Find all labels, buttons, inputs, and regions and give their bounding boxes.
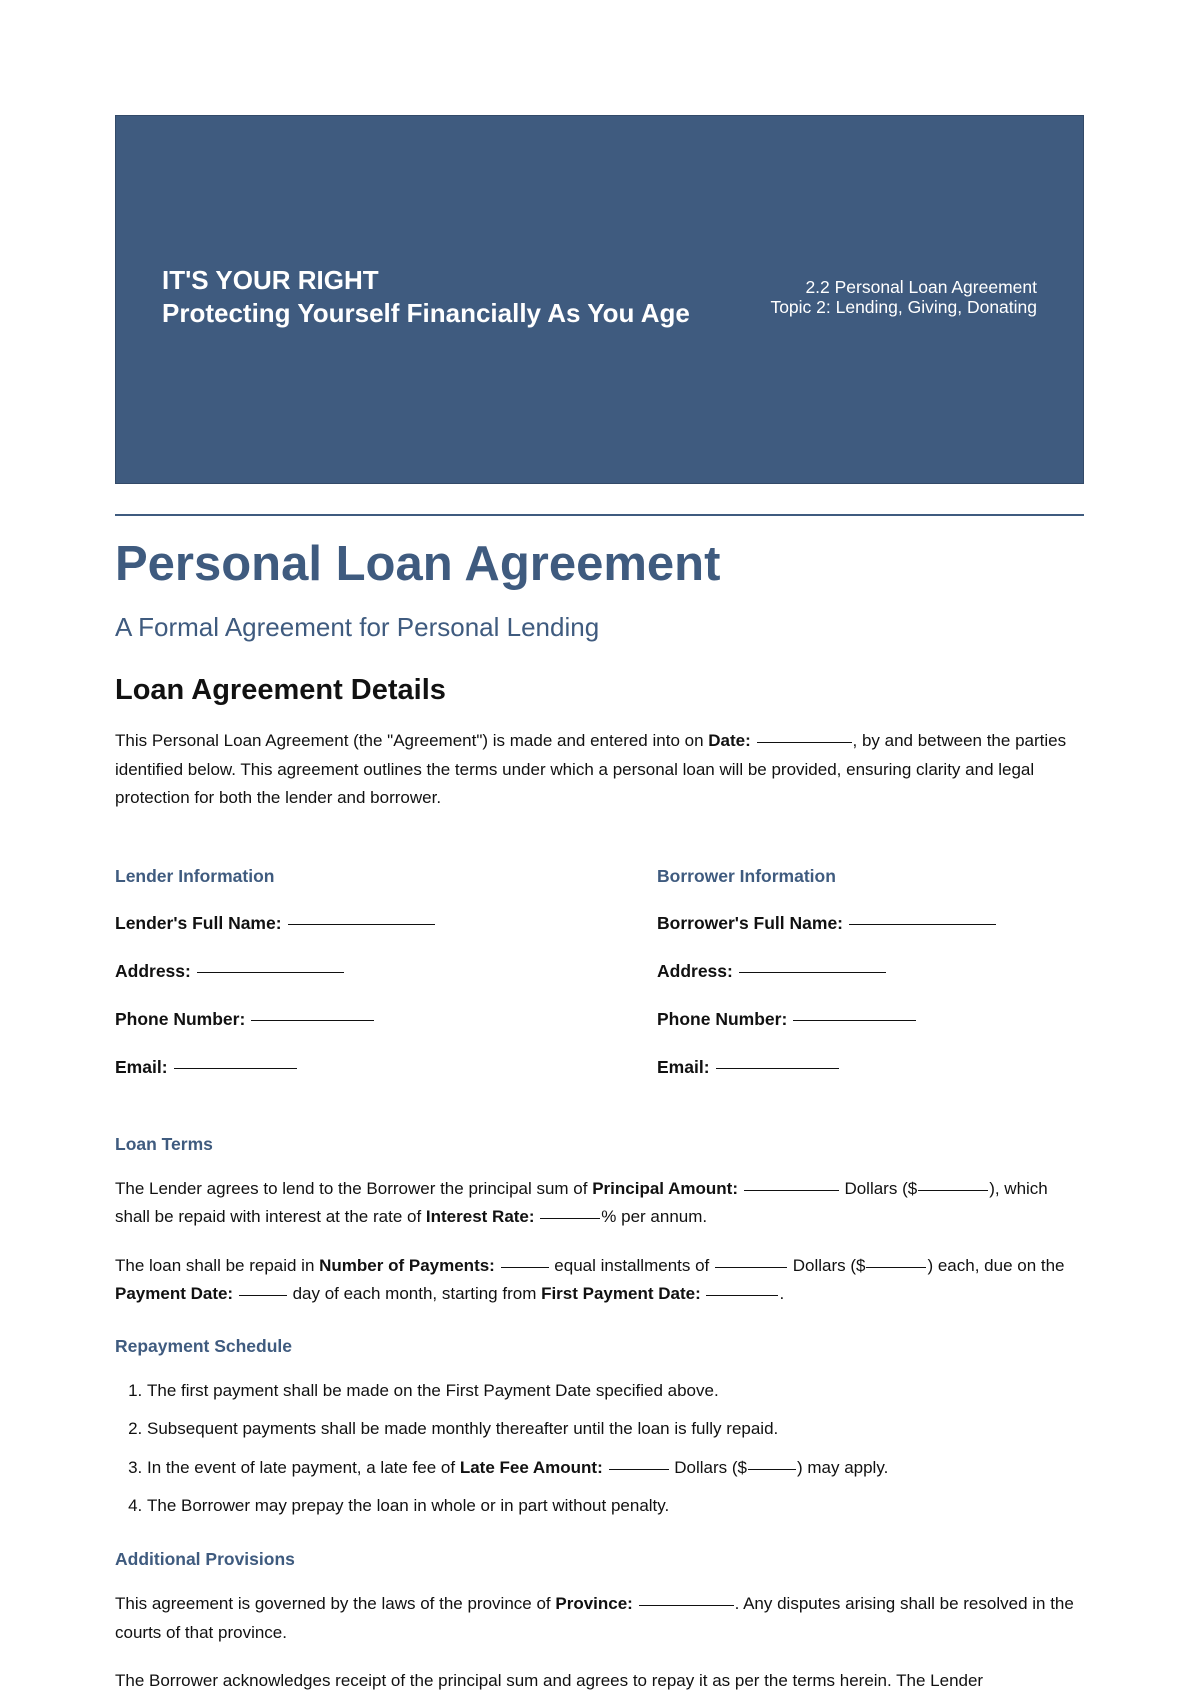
lender-email-blank[interactable] (174, 1068, 297, 1069)
interest-rate-label: Interest Rate: (425, 1207, 535, 1226)
banner-title: IT'S YOUR RIGHT (162, 264, 379, 295)
date-blank[interactable] (757, 742, 852, 743)
lender-heading: Lender Information (115, 865, 275, 886)
banner-section-ref: 2.2 Personal Loan Agreement (805, 276, 1037, 297)
intro-paragraph: This Personal Loan Agreement (the "Agreement") is made and entered into on Date: , by and between the parties identified below. This agreement outlines the terms under which a personal loan will be provided, ensuring clarity and legal protection for both the lender and borrower. (115, 731, 1067, 807)
borrower-address-field: Address: (657, 960, 1084, 982)
loan-terms-heading: Loan Terms (115, 1133, 213, 1154)
borrower-name-blank[interactable] (849, 924, 996, 925)
provisions-section (115, 1548, 1084, 1696)
document-page (115, 115, 1084, 1696)
section-heading-details: Loan Agreement Details (115, 674, 446, 706)
lender-phone-field: Phone Number: (115, 1008, 657, 1030)
list-item: 4. The Borrower may prepay the loan in whole or in part without penalty. (147, 1494, 1084, 1518)
installment-words-blank[interactable] (715, 1267, 787, 1268)
list-item: 1. The first payment shall be made on the First Payment Date specified above. (147, 1379, 1084, 1403)
first-payment-date-blank[interactable] (706, 1295, 778, 1296)
lender-email-field: Email: (115, 1056, 657, 1078)
principal-words-blank[interactable] (744, 1190, 839, 1191)
province-label: Province: (555, 1594, 633, 1613)
late-fee-amount-blank[interactable] (748, 1469, 796, 1470)
late-fee-label: Late Fee Amount: (459, 1457, 603, 1477)
loan-terms-paragraph-1: The Lender agrees to lend to the Borrower the principal sum of Principal Amount: Dollars ($ ), which shall be repaid with interest at the rate of Interest Rate: % per annum. (115, 1178, 1048, 1226)
borrower-phone-field: Phone Number: (657, 1008, 1084, 1030)
borrower-email-field: Email: (657, 1056, 1084, 1078)
loan-terms-section (115, 1133, 1084, 1309)
borrower-name-field: Borrower's Full Name: (657, 912, 1084, 934)
payment-date-blank[interactable] (239, 1295, 287, 1296)
borrower-email-blank[interactable] (716, 1068, 839, 1069)
page-subtitle: A Formal Agreement for Personal Lending (115, 612, 600, 642)
provisions-heading: Additional Provisions (115, 1549, 295, 1569)
lender-address-blank[interactable] (197, 972, 344, 973)
principal-label: Principal Amount: (592, 1178, 738, 1198)
lender-address-field: Address: (115, 960, 657, 982)
borrower-address-blank[interactable] (739, 972, 886, 973)
lender-name-field: Lender's Full Name: (115, 912, 657, 934)
provisions-paragraph-2: The Borrower acknowledges receipt of the principal sum and agrees to repay it as per the terms herein. The Lender (115, 1671, 984, 1690)
number-of-payments-label: Number of Payments: (319, 1255, 495, 1275)
list-item: 3. In the event of late payment, a late fee of Late Fee Amount: Dollars ($ ) may apply. (147, 1456, 1084, 1480)
borrower-column (657, 865, 1084, 1078)
repayment-heading: Repayment Schedule (115, 1335, 292, 1356)
late-fee-words-blank[interactable] (609, 1469, 669, 1470)
banner-title-block (162, 264, 690, 330)
principal-amount-blank[interactable] (918, 1190, 988, 1191)
installment-amount-blank[interactable] (866, 1267, 926, 1268)
number-of-payments-blank[interactable] (501, 1267, 549, 1268)
loan-terms-paragraph-2: The loan shall be repaid in Number of Payments: equal installments of Dollars ($ ) each, due on the Payment Date: day of each month, starting from First Payment Date: . (115, 1255, 1065, 1303)
page-title: Personal Loan Agreement (115, 537, 721, 591)
lender-name-blank[interactable] (288, 924, 435, 925)
repayment-section (115, 1335, 1084, 1519)
province-blank[interactable] (639, 1605, 734, 1606)
party-information (115, 865, 1084, 1078)
banner-topic: Topic 2: Lending, Giving, Donating (770, 296, 1037, 317)
repayment-list (115, 1379, 1084, 1519)
first-payment-date-label: First Payment Date: (541, 1284, 701, 1303)
lender-phone-blank[interactable] (251, 1020, 374, 1021)
lender-column (115, 865, 657, 1078)
banner-reference-block (770, 277, 1037, 317)
list-item: 2. Subsequent payments shall be made monthly thereafter until the loan is fully repaid. (147, 1417, 1084, 1441)
borrower-phone-blank[interactable] (793, 1020, 916, 1021)
payment-date-label: Payment Date: (115, 1284, 234, 1303)
title-divider (115, 514, 1084, 516)
provisions-paragraph-1: This agreement is governed by the laws of the province of Province: . Any disputes arising shall be resolved in the courts of that province. (115, 1594, 1074, 1642)
interest-rate-blank[interactable] (540, 1218, 600, 1219)
header-banner (115, 115, 1084, 484)
banner-subtitle: Protecting Yourself Financially As You Age (162, 297, 690, 328)
date-label: Date: (708, 731, 751, 750)
borrower-heading: Borrower Information (657, 865, 836, 886)
